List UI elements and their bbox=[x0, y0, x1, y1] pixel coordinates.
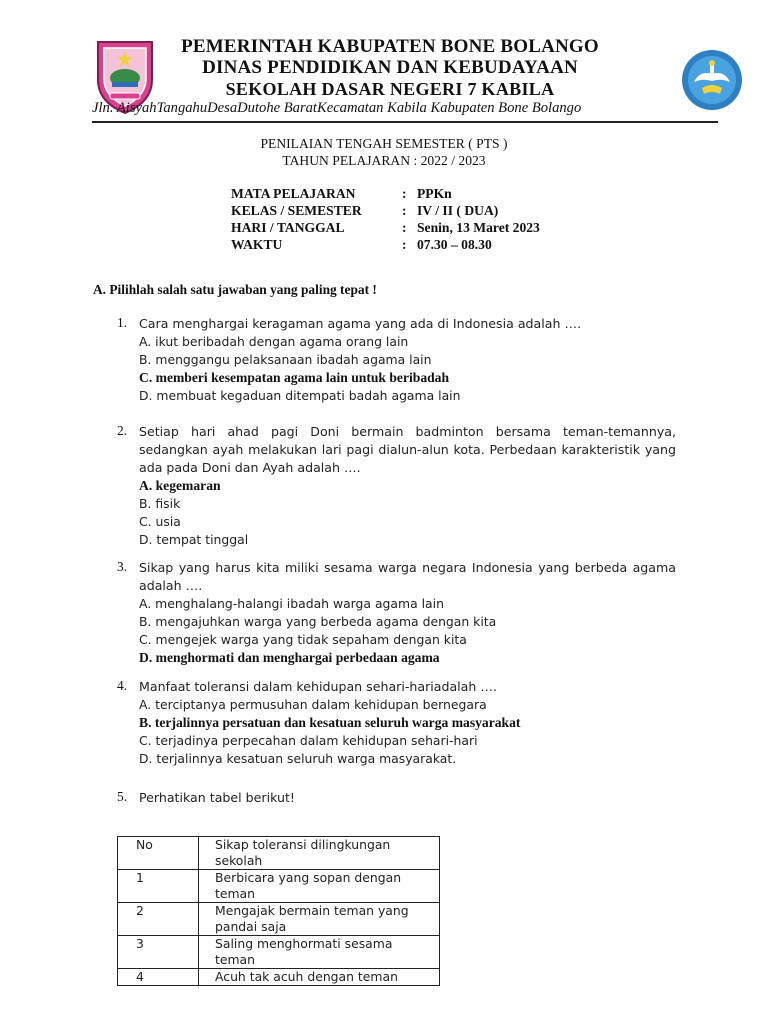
answer-option: D. tempat tinggal bbox=[139, 532, 249, 547]
answer-option: C. terjadinya perpecahan dalam kehidupan sehari-hari bbox=[139, 733, 478, 748]
info-value: 07.30 – 08.30 bbox=[417, 237, 492, 252]
question-text: Perhatikan tabel berikut! bbox=[139, 790, 295, 805]
correct-option: C. memberi kesempatan agama lain untuk beribadah bbox=[139, 370, 450, 385]
table-cell: 2 bbox=[118, 903, 199, 936]
info-value: Senin, 13 Maret 2023 bbox=[417, 220, 540, 235]
info-colon: : bbox=[402, 237, 407, 252]
answer-option: D. terjalinnya kesatuan seluruh warga masyarakat. bbox=[139, 751, 457, 766]
answer-option: B. fisik bbox=[139, 496, 181, 511]
info-label: KELAS / SEMESTER bbox=[231, 203, 362, 218]
answer-option: C. mengejek warga yang tidak sepaham dengan kita bbox=[139, 632, 467, 647]
question-number: 4. bbox=[117, 678, 128, 693]
table-header-cell: No bbox=[118, 837, 199, 870]
info-label: MATA PELAJARAN bbox=[231, 186, 356, 201]
exam-year: TAHUN PELAJARAN : 2022 / 2023 bbox=[282, 153, 486, 168]
table-header-row bbox=[118, 837, 440, 870]
answer-option: B. menggangu pelaksanaan ibadah agama lain bbox=[139, 352, 432, 367]
question-body bbox=[139, 315, 676, 405]
question-number: 2. bbox=[117, 423, 128, 438]
question-body bbox=[139, 678, 676, 768]
info-label: HARI / TANGGAL bbox=[231, 220, 345, 235]
table-cell: 4 bbox=[118, 969, 199, 986]
answer-option: D. membuat kegaduan ditempati badah agama lain bbox=[139, 388, 461, 403]
header-divider bbox=[92, 121, 718, 123]
answer-option: B. mengajuhkan warga yang berbeda agama dengan kita bbox=[139, 614, 497, 629]
tolerance-table bbox=[117, 836, 440, 986]
question-body bbox=[139, 559, 676, 667]
table-row bbox=[118, 870, 440, 903]
info-colon: : bbox=[402, 220, 407, 235]
table-cell: Acuh tak acuh dengan teman bbox=[199, 969, 440, 986]
question-number: 1. bbox=[117, 315, 128, 330]
header-government: PEMERINTAH KABUPATEN BONE BOLANGO bbox=[181, 36, 599, 57]
question-text: Setiap hari ahad pagi Doni bermain badminton bersama teman-temannya, sedangkan ayah melakukan lari pagi dialun-alun kota. Perbedaan karakteristik yang ada pada Doni dan Ayah adalah …. bbox=[139, 424, 676, 475]
correct-option: B. terjalinnya persatuan dan kesatuan seluruh warga masyarakat bbox=[139, 715, 521, 730]
table-cell: Saling menghormati sesama teman bbox=[199, 936, 440, 969]
question-body bbox=[139, 789, 676, 807]
school-address: Jln. AisyahTangahuDesaDutohe BaratKecamatan Kabila Kabupaten Bone Bolango bbox=[92, 100, 582, 116]
info-label: WAKTU bbox=[231, 237, 283, 252]
info-colon: : bbox=[402, 186, 407, 201]
section-a-instruction: A. Pilihlah salah satu jawaban yang paling tepat ! bbox=[93, 282, 377, 297]
table-row bbox=[118, 903, 440, 936]
header-department: DINAS PENDIDIKAN DAN KEBUDAYAAN bbox=[202, 57, 578, 78]
table-row bbox=[118, 936, 440, 969]
correct-option: A. kegemaran bbox=[139, 478, 221, 493]
exam-title: PENILAIAN TENGAH SEMESTER ( PTS ) bbox=[260, 136, 508, 151]
question-body bbox=[139, 423, 676, 549]
question-text: Manfaat toleransi dalam kehidupan sehari-hariadalah …. bbox=[139, 679, 497, 694]
table-cell: 3 bbox=[118, 936, 199, 969]
question-number: 5. bbox=[117, 789, 128, 804]
question-text: Cara menghargai keragaman agama yang ada di Indonesia adalah …. bbox=[139, 316, 582, 331]
question-number: 3. bbox=[117, 559, 128, 574]
table-header-cell: Sikap toleransi dilingkungan sekolah bbox=[199, 837, 440, 870]
table-cell: Mengajak bermain teman yang pandai saja bbox=[199, 903, 440, 936]
question-text: Sikap yang harus kita miliki sesama warga negara Indonesia yang berbeda agama adalah …. bbox=[139, 560, 676, 593]
info-colon: : bbox=[402, 203, 407, 218]
tut-wuri-handayani-icon bbox=[680, 48, 744, 112]
answer-option: A. terciptanya permusuhan dalam kehidupan bernegara bbox=[139, 697, 487, 712]
table-cell: 1 bbox=[118, 870, 199, 903]
table-row bbox=[118, 969, 440, 986]
answer-option: A. menghalang-halangi ibadah warga agama lain bbox=[139, 596, 444, 611]
info-value: PPKn bbox=[417, 186, 452, 201]
answer-option: C. usia bbox=[139, 514, 181, 529]
info-value: IV / II ( DUA) bbox=[417, 203, 499, 218]
table-cell: Berbicara yang sopan dengan teman bbox=[199, 870, 440, 903]
answer-option: A. ikut beribadah dengan agama orang lain bbox=[139, 334, 409, 349]
header-school-name: SEKOLAH DASAR NEGERI 7 KABILA bbox=[225, 79, 555, 99]
correct-option: D. menghormati dan menghargai perbedaan agama bbox=[139, 650, 440, 665]
